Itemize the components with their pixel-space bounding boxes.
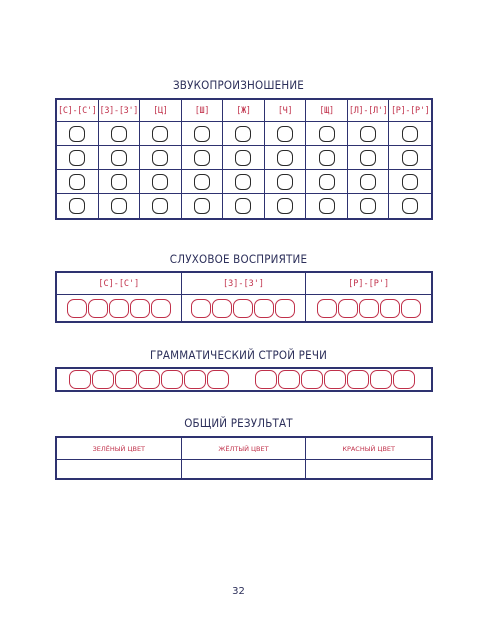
- pronunciation-cell: [306, 146, 348, 170]
- pronunciation-cell: [348, 170, 390, 194]
- pronunciation-cell: [140, 122, 182, 146]
- result-column: [182, 438, 307, 478]
- rounded-square-box[interactable]: [319, 126, 335, 142]
- pronunciation-cell: [306, 170, 348, 194]
- pronunciation-cell: [348, 122, 390, 146]
- rounded-square-box[interactable]: [380, 299, 400, 318]
- hearing-boxes: [182, 295, 306, 321]
- rounded-square-box[interactable]: [69, 174, 85, 190]
- rounded-square-box[interactable]: [194, 174, 210, 190]
- pronunciation-cell: [182, 146, 224, 170]
- grammar-box-group: [69, 370, 229, 389]
- rounded-square-box[interactable]: [235, 126, 251, 142]
- rounded-square-box[interactable]: [111, 174, 127, 190]
- rounded-square-box[interactable]: [254, 299, 274, 318]
- rounded-square-box[interactable]: [67, 299, 87, 318]
- rounded-square-box[interactable]: [194, 198, 210, 214]
- pronunciation-header: [Ц]: [140, 100, 182, 122]
- page-number: 32: [232, 586, 245, 597]
- rounded-square-box[interactable]: [402, 174, 418, 190]
- rounded-square-box[interactable]: [69, 370, 91, 389]
- result-header: КРАСНЫЙ ЦВЕТ: [306, 438, 431, 460]
- pronunciation-header: [Л]-[Л']: [348, 100, 390, 122]
- rounded-square-box[interactable]: [319, 198, 335, 214]
- rounded-square-box[interactable]: [277, 198, 293, 214]
- rounded-square-box[interactable]: [317, 299, 337, 318]
- rounded-square-box[interactable]: [184, 370, 206, 389]
- hearing-column: [306, 273, 431, 321]
- pronunciation-cell: [265, 122, 307, 146]
- pronunciation-cell: [306, 122, 348, 146]
- rounded-square-box[interactable]: [194, 150, 210, 166]
- rounded-square-box[interactable]: [235, 198, 251, 214]
- pronunciation-cell: [99, 122, 141, 146]
- pronunciation-cell: [182, 194, 224, 218]
- pronunciation-cell: [57, 122, 99, 146]
- hearing-boxes: [306, 295, 431, 321]
- rounded-square-box[interactable]: [360, 126, 376, 142]
- rounded-square-box[interactable]: [88, 299, 108, 318]
- rounded-square-box[interactable]: [109, 299, 129, 318]
- title-hearing: СЛУХОВОЕ ВОСПРИЯТИЕ: [169, 252, 308, 266]
- pronunciation-cell: [99, 170, 141, 194]
- pronunciation-cell: [389, 146, 431, 170]
- result-entry-cell[interactable]: [182, 460, 306, 478]
- result-column: [57, 438, 182, 478]
- rounded-square-box[interactable]: [359, 299, 379, 318]
- pronunciation-cell: [182, 170, 224, 194]
- pronunciation-header: [Ш]: [182, 100, 224, 122]
- rounded-square-box[interactable]: [277, 174, 293, 190]
- pronunciation-cell: [57, 194, 99, 218]
- pronunciation-cell: [182, 122, 224, 146]
- pronunciation-cell: [140, 170, 182, 194]
- pronunciation-table: [55, 98, 433, 220]
- rounded-square-box[interactable]: [69, 150, 85, 166]
- pronunciation-cell: [223, 170, 265, 194]
- result-column: [306, 438, 431, 478]
- rounded-square-box[interactable]: [233, 299, 253, 318]
- pronunciation-cell: [57, 146, 99, 170]
- rounded-square-box[interactable]: [319, 174, 335, 190]
- result-entry-cell[interactable]: [306, 460, 431, 478]
- pronunciation-cell: [99, 146, 141, 170]
- pronunciation-cell: [265, 170, 307, 194]
- rounded-square-box[interactable]: [111, 126, 127, 142]
- pronunciation-cell: [140, 194, 182, 218]
- pronunciation-cell: [223, 194, 265, 218]
- pronunciation-cell: [389, 122, 431, 146]
- rounded-square-box[interactable]: [402, 126, 418, 142]
- pronunciation-header: [Ч]: [265, 100, 307, 122]
- rounded-square-box[interactable]: [152, 126, 168, 142]
- result-table: [55, 436, 433, 480]
- hearing-header: [З]-[З']: [182, 273, 306, 295]
- rounded-square-box[interactable]: [69, 126, 85, 142]
- grammar-table: [55, 367, 433, 392]
- rounded-square-box[interactable]: [152, 174, 168, 190]
- hearing-column: [182, 273, 307, 321]
- result-header: ЗЕЛЁНЫЙ ЦВЕТ: [57, 438, 181, 460]
- rounded-square-box[interactable]: [212, 299, 232, 318]
- rounded-square-box[interactable]: [92, 370, 114, 389]
- result-header: ЖЁЛТЫЙ ЦВЕТ: [182, 438, 306, 460]
- rounded-square-box[interactable]: [401, 299, 421, 318]
- rounded-square-box[interactable]: [402, 198, 418, 214]
- hearing-boxes: [57, 295, 181, 321]
- title-pronunciation: ЗВУКОПРОИЗНОШЕНИЕ: [172, 78, 305, 92]
- hearing-table: [55, 271, 433, 323]
- rounded-square-box[interactable]: [130, 299, 150, 318]
- rounded-square-box[interactable]: [151, 299, 171, 318]
- rounded-square-box[interactable]: [360, 198, 376, 214]
- pronunciation-cell: [348, 146, 390, 170]
- pronunciation-header: [Р]-[Р']: [389, 100, 431, 122]
- pronunciation-header: [Щ]: [306, 100, 348, 122]
- rounded-square-box[interactable]: [69, 198, 85, 214]
- pronunciation-cell: [57, 170, 99, 194]
- pronunciation-cell: [265, 146, 307, 170]
- rounded-square-box[interactable]: [255, 370, 277, 389]
- pronunciation-cell: [223, 146, 265, 170]
- rounded-square-box[interactable]: [111, 150, 127, 166]
- rounded-square-box[interactable]: [194, 126, 210, 142]
- rounded-square-box[interactable]: [161, 370, 183, 389]
- rounded-square-box[interactable]: [360, 150, 376, 166]
- pronunciation-header: [Ж]: [223, 100, 265, 122]
- pronunciation-header: [З]-[З']: [99, 100, 141, 122]
- grammar-box-group: [255, 370, 415, 389]
- hearing-header: [С]-[С']: [57, 273, 181, 295]
- pronunciation-cell: [306, 194, 348, 218]
- title-result: ОБЩИЙ РЕЗУЛЬТАТ: [184, 416, 293, 430]
- rounded-square-box[interactable]: [393, 370, 415, 389]
- rounded-square-box[interactable]: [235, 174, 251, 190]
- rounded-square-box[interactable]: [275, 299, 295, 318]
- pronunciation-cell: [348, 194, 390, 218]
- rounded-square-box[interactable]: [338, 299, 358, 318]
- rounded-square-box[interactable]: [115, 370, 137, 389]
- rounded-square-box[interactable]: [152, 198, 168, 214]
- rounded-square-box[interactable]: [301, 370, 323, 389]
- hearing-column: [57, 273, 182, 321]
- rounded-square-box[interactable]: [370, 370, 392, 389]
- rounded-square-box[interactable]: [360, 174, 376, 190]
- rounded-square-box[interactable]: [319, 150, 335, 166]
- title-grammar: ГРАММАТИЧЕСКИЙ СТРОЙ РЕЧИ: [149, 348, 328, 362]
- rounded-square-box[interactable]: [138, 370, 160, 389]
- pronunciation-cell: [389, 170, 431, 194]
- pronunciation-header: [С]-[С']: [57, 100, 99, 122]
- rounded-square-box[interactable]: [278, 370, 300, 389]
- rounded-square-box[interactable]: [277, 126, 293, 142]
- result-entry-cell[interactable]: [57, 460, 181, 478]
- pronunciation-cell: [99, 194, 141, 218]
- pronunciation-cell: [389, 194, 431, 218]
- hearing-header: [Р]-[Р']: [306, 273, 431, 295]
- rounded-square-box[interactable]: [277, 150, 293, 166]
- pronunciation-cell: [223, 122, 265, 146]
- pronunciation-cell: [265, 194, 307, 218]
- rounded-square-box[interactable]: [111, 198, 127, 214]
- rounded-square-box[interactable]: [347, 370, 369, 389]
- rounded-square-box[interactable]: [152, 150, 168, 166]
- rounded-square-box[interactable]: [235, 150, 251, 166]
- rounded-square-box[interactable]: [207, 370, 229, 389]
- pronunciation-cell: [140, 146, 182, 170]
- rounded-square-box[interactable]: [324, 370, 346, 389]
- rounded-square-box[interactable]: [402, 150, 418, 166]
- rounded-square-box[interactable]: [191, 299, 211, 318]
